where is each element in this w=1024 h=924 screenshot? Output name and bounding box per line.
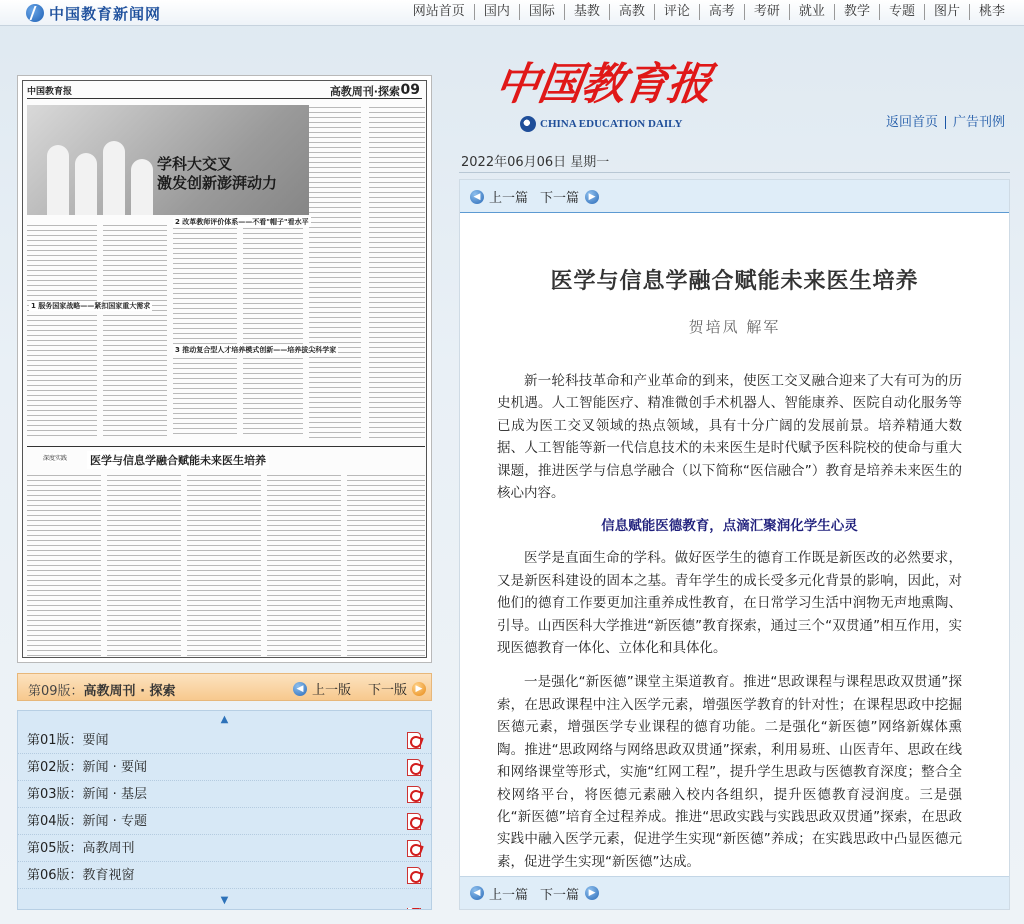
newspaper-section-tag: 深度实践 (43, 455, 68, 462)
newspaper-subheading: 3 推动复合型人才培养模式创新——培养拔尖科学家 (175, 346, 337, 354)
photo-figure (47, 145, 69, 215)
page-list-item-name: 教育视窗 (82, 868, 135, 883)
arrow-right-icon: ▶ (585, 190, 599, 204)
page-list-item-number: 第04版： (27, 814, 83, 829)
page-list-item-name: 要闻 (82, 733, 109, 748)
page-list-item-number: 第03版： (27, 787, 83, 802)
page-list-item-number: 第02版： (27, 760, 83, 775)
newspaper-text-column (243, 226, 303, 438)
newspaper-text-column (27, 223, 97, 438)
article-subheading: 信息赋能医德教育，点滴汇聚润化学生心灵 (601, 518, 858, 535)
pdf-icon[interactable] (407, 786, 421, 803)
newspaper-subheading: 1 服务国家战略——紧扣国家重大需求 (31, 302, 151, 310)
newspaper-page-header (27, 83, 422, 99)
article-title: 医学与信息学融合赋能未来医生培养 (550, 268, 919, 294)
newspaper-page-number: 09 (400, 82, 420, 98)
page-list-item[interactable] (18, 835, 431, 862)
edition-page-list (17, 710, 432, 910)
newspaper-text-column (369, 105, 425, 438)
prev-article-label: 上一篇 (489, 887, 529, 903)
prev-article-button[interactable] (466, 187, 528, 206)
nav-item-teaching[interactable]: 教学 (834, 4, 879, 20)
site-logo-text: 中国教育新闻网 (49, 4, 162, 23)
current-edition-number: 第09版： (28, 684, 84, 699)
newspaper-page (22, 80, 427, 658)
scroll-down-button[interactable] (18, 894, 431, 908)
triangle-down-icon: ▼ (220, 895, 229, 906)
prev-article-label: 上一篇 (489, 191, 529, 206)
ad-rates-link[interactable]: 广告刊例 (945, 116, 1012, 129)
masthead-english-text: CHINA EDUCATION DAILY (540, 118, 683, 130)
newspaper-text-column (309, 105, 361, 438)
back-home-link[interactable]: 返回首页 (886, 115, 939, 130)
top-navigation-bar (0, 0, 1024, 26)
newspaper-page-label: 高教周刊·探索 (329, 85, 400, 98)
main-nav (404, 4, 1014, 20)
issue-date: 2022年06月06日 星期一 (461, 155, 610, 170)
prev-edition-button[interactable] (288, 679, 351, 698)
header-links (886, 116, 1012, 129)
page-list-item[interactable] (18, 808, 431, 835)
page-list-item[interactable] (18, 781, 431, 808)
page-list-item[interactable] (18, 862, 431, 889)
page-list-item[interactable] (18, 754, 431, 781)
next-article-label: 下一篇 (540, 191, 580, 206)
article-body (497, 370, 962, 910)
site-logo[interactable] (26, 3, 161, 23)
arrow-left-icon: ◀ (470, 190, 484, 204)
scroll-up-button[interactable] (18, 713, 431, 727)
arrow-left-icon: ◀ (470, 886, 484, 900)
next-article-label: 下一篇 (540, 887, 580, 903)
newspaper-article-headline[interactable]: 医学与信息学融合赋能未来医生培养 (87, 451, 269, 469)
page-list-item-number: 第05版： (27, 841, 83, 856)
header-divider (459, 172, 1010, 173)
next-edition-label: 下一版 (368, 683, 408, 698)
newspaper-text-column (173, 226, 237, 438)
nav-item-pictures[interactable]: 图片 (924, 4, 969, 20)
pager-divider (460, 212, 1009, 213)
page-list-item-name: 高教周刊 (82, 841, 135, 856)
article-pager-bottom (460, 876, 1009, 909)
page-list-item-name: 新闻 · 要闻 (82, 760, 147, 775)
page-list-item-number: 第06版： (27, 868, 83, 883)
nav-item-domestic[interactable]: 国内 (474, 4, 519, 20)
prev-article-button[interactable] (466, 884, 528, 903)
current-edition-name: 高教周刊 · 探索 (83, 684, 176, 699)
pdf-icon[interactable] (407, 867, 421, 884)
masthead-logo[interactable]: 中国教育报 (491, 59, 714, 110)
article-paragraph: 医学是直面生命的学科。做好医学生的德育工作既是新医改的必然要求，又是新医科建设的固本之基。青年学生的成长受多元化背景的影响，因此，对他们的德育工作要更加注重养成性教育，在日常学习生活中润物无声地熏陶、引导。山西医科大学推进“新医德”教育探索，通过三个“双贯通”相互作用，实现医德教育一体化、立体化和具体化。 (497, 550, 962, 657)
banner-title-line: 学科大交叉 (157, 155, 233, 173)
pdf-icon[interactable] (407, 759, 421, 776)
nav-item-basic-education[interactable]: 基教 (564, 4, 609, 20)
nav-item-taoli[interactable]: 桃李 (969, 4, 1014, 20)
newspaper-text-column (27, 473, 101, 657)
pdf-icon[interactable] (407, 840, 421, 857)
site-logo-icon (26, 4, 44, 22)
arrow-right-icon: ▶ (412, 682, 426, 696)
prev-edition-label: 上一版 (312, 683, 352, 698)
article-pager-top (460, 180, 1009, 213)
arrow-left-icon: ◀ (293, 682, 307, 696)
banner-title-line: 激发创新澎湃动力 (157, 174, 278, 192)
current-edition (28, 680, 176, 699)
nav-item-kaoyan[interactable]: 考研 (744, 4, 789, 20)
nav-item-commentary[interactable]: 评论 (654, 4, 699, 20)
newspaper-masthead: 中国教育报 (27, 87, 73, 97)
photo-figure (131, 159, 153, 215)
page-list-item-number: 第01版： (27, 733, 83, 748)
article-panel (459, 179, 1010, 910)
newspaper-banner-title (157, 155, 277, 193)
arrow-right-icon: ▶ (585, 886, 599, 900)
newspaper-divider (27, 446, 425, 447)
page-list-item-name: 新闻 · 基层 (82, 787, 147, 802)
newspaper-page-image[interactable] (17, 75, 432, 663)
masthead-english (520, 116, 682, 132)
newspaper-text-column (107, 473, 181, 657)
globe-icon (520, 116, 536, 132)
next-article-button[interactable] (540, 187, 599, 206)
nav-item-gaokao[interactable]: 高考 (699, 4, 744, 20)
article-paragraph: 一是强化“新医德”课堂主渠道教育。推进“思政课程与课程思政双贯通”探索，在思政课程中注入医学元素，增强医学教育的针对性；在课程思政中挖掘医德元素，增强医学专业课程的德育功能。二是强化“新医德”网络新媒体熏陶。推进“思政网络与网络思政双贯通”探索，利用易班、山医青年、思政在线和网络课堂等形式，实施“红网工程”，提升学生思政与医德教育深度；整合全校网络平台，将医德元素融入校内各组织，提升医德教育浸润度。三是强化“新医德”培育全过程养成。推进“思政实践与实践思政双贯通”探索，在思政实践中融入医学元素，促进学生实现“新医德”养成；在实践思政中凸显医德元素，促进学生实现“新医德”达成。 (497, 674, 962, 870)
newspaper-text-column (267, 473, 341, 657)
page-rows (18, 727, 431, 910)
edition-bar (17, 673, 432, 701)
nav-item-home[interactable]: 网站首页 (412, 4, 465, 19)
next-article-button[interactable] (540, 884, 599, 903)
pdf-icon[interactable] (407, 732, 421, 749)
nav-item-topics[interactable]: 专题 (879, 4, 924, 20)
page-list-item[interactable] (18, 727, 431, 754)
nav-item-employment[interactable]: 就业 (789, 4, 834, 20)
pdf-icon[interactable] (407, 813, 421, 830)
photo-figure (103, 141, 125, 215)
photo-figure (75, 153, 97, 215)
nav-item-international[interactable]: 国际 (519, 4, 564, 20)
triangle-up-icon: ▲ (220, 714, 229, 725)
newspaper-text-column (187, 473, 261, 657)
newspaper-subheading: 2 改革教师评价体系——不看"帽子"看水平 (175, 218, 309, 226)
nav-item-higher-education[interactable]: 高教 (609, 4, 654, 20)
newspaper-text-column (347, 473, 425, 657)
article-paragraph: 新一轮科技革命和产业革命的到来，使医工交叉融合迎来了大有可为的历史机遇。人工智能医疗、精准微创手术机器人、智能康养、医院自动化服务等已成为医工交叉领域的热点领域，具有十分广阔的发展前景。培养精通大数据、人工智能等新一代信息技术的未来医生是时代赋予医科院校的使命与重大课题，推进医学与信息学融合（以下简称“医信融合”）教育是培养未来医生的核心内容。 (497, 373, 962, 502)
page-list-item-name: 新闻 · 专题 (82, 814, 147, 829)
next-edition-button[interactable] (368, 679, 431, 698)
newspaper-text-column (103, 223, 167, 438)
article-authors: 贺培凤 解军 (688, 318, 781, 336)
